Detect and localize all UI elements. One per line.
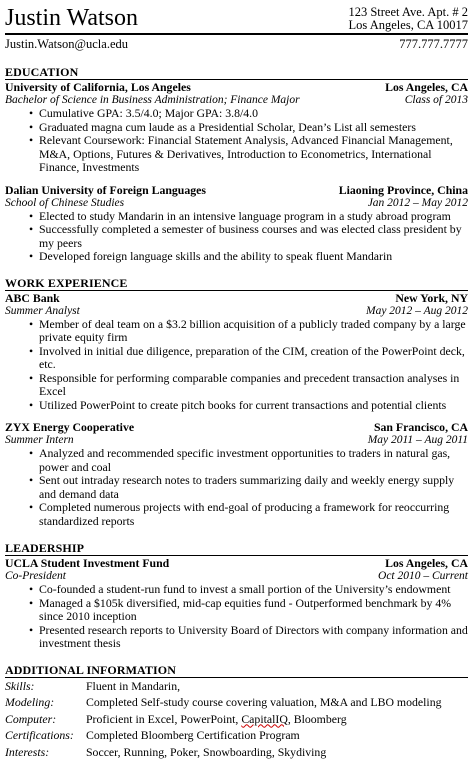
education-entry bbox=[5, 81, 468, 175]
leadership-dates: Oct 2010 – Current bbox=[378, 570, 468, 583]
school-location: Liaoning Province, China bbox=[339, 184, 468, 197]
organization-name: UCLA Student Investment Fund bbox=[5, 557, 169, 570]
leadership-role: Co-President bbox=[5, 570, 66, 583]
header-rule bbox=[5, 33, 468, 35]
section-title-leadership: LEADERSHIP bbox=[5, 542, 468, 556]
bullet-item: • Sent out intraday research notes to traders summarizing daily and weekly energy supply and demand data bbox=[29, 474, 468, 501]
bullet-item: • Co-founded a student-run fund to invest a small portion of the University’s endowment bbox=[29, 583, 468, 597]
info-value: Completed Self-study course covering valuation, M&A and LBO modeling bbox=[86, 694, 468, 711]
info-label: Skills: bbox=[5, 678, 86, 695]
bullet-item: • Relevant Coursework: Financial Statement Analysis, Advanced Financial Management, M&A, Options, Futures & Derivatives, Introduction to Econometrics, International Finance, Investments bbox=[29, 134, 468, 175]
employer-location: New York, NY bbox=[395, 292, 468, 305]
bullet-item: • Elected to study Mandarin in an intensive language program in a study abroad program bbox=[29, 210, 468, 224]
info-label: Modeling: bbox=[5, 694, 86, 711]
employer-name: ABC Bank bbox=[5, 292, 60, 305]
info-value: Completed Bloomberg Certification Program bbox=[86, 727, 468, 744]
education-section bbox=[5, 66, 468, 264]
spellcheck-flagged-word: CapitalIQ bbox=[241, 712, 288, 726]
bullet-item: • Involved in initial due diligence, preparation of the CIM, creation of the PowerPoint deck, etc. bbox=[29, 345, 468, 372]
bullet-list bbox=[5, 107, 468, 175]
contact-row bbox=[5, 37, 468, 52]
organization-location: Los Angeles, CA bbox=[385, 557, 468, 570]
mailing-address bbox=[348, 6, 468, 32]
job-entry bbox=[5, 292, 468, 413]
resume-header bbox=[5, 0, 468, 33]
bullet-item: • Managed a $105k diversified, mid-cap equities fund - Outperformed benchmark by 4% since 2010 inception bbox=[29, 597, 468, 624]
bullet-item: • Responsible for performing comparable companies and precedent transaction analyses in Excel bbox=[29, 372, 468, 399]
bullet-list bbox=[5, 447, 468, 528]
degree: Bachelor of Science in Business Administration; Finance Major bbox=[5, 94, 300, 107]
bullet-list bbox=[5, 210, 468, 264]
study-dates: Jan 2012 – May 2012 bbox=[368, 197, 468, 210]
phone-number: 777.777.7777 bbox=[399, 37, 468, 52]
info-label: Computer: bbox=[5, 711, 86, 728]
school-location: Los Angeles, CA bbox=[385, 81, 468, 94]
bullet-item: • Cumulative GPA: 3.5/4.0; Major GPA: 3.8/4.0 bbox=[29, 107, 468, 121]
info-value: Soccer, Running, Poker, Snowboarding, Skydiving bbox=[86, 744, 468, 760]
bullet-item: • Completed numerous projects with end-goal of producing a framework for reoccurring standardized reports bbox=[29, 501, 468, 528]
additional-info-section bbox=[5, 664, 468, 760]
section-title-education: EDUCATION bbox=[5, 66, 468, 80]
section-title-work: WORK EXPERIENCE bbox=[5, 277, 468, 291]
bullet-list bbox=[5, 318, 468, 413]
school-name: University of California, Los Angeles bbox=[5, 81, 191, 94]
school-name: Dalian University of Foreign Languages bbox=[5, 184, 206, 197]
leadership-entry bbox=[5, 557, 468, 651]
bullet-item: • Utilized PowerPoint to create pitch books for current transactions and potential clients bbox=[29, 399, 468, 413]
info-value: Fluent in Mandarin, bbox=[86, 678, 468, 695]
leadership-section bbox=[5, 542, 468, 651]
section-title-additional: ADDITIONAL INFORMATION bbox=[5, 664, 468, 678]
graduation-date: Class of 2013 bbox=[405, 94, 468, 107]
bullet-item: • Analyzed and recommended specific investment opportunities to traders in natural gas, power and coal bbox=[29, 447, 468, 474]
info-row-modeling bbox=[5, 694, 468, 711]
education-entry bbox=[5, 184, 468, 264]
bullet-item: • Member of deal team on a $3.2 billion acquisition of a publicly traded company by a large private equity firm bbox=[29, 318, 468, 345]
info-row-computer bbox=[5, 711, 468, 728]
employer-name: ZYX Energy Cooperative bbox=[5, 421, 134, 434]
info-label: Interests: bbox=[5, 744, 86, 760]
info-value bbox=[86, 711, 468, 728]
program-name: School of Chinese Studies bbox=[5, 197, 124, 210]
info-value-part: , Bloomberg bbox=[288, 712, 347, 726]
employer-location: San Francisco, CA bbox=[374, 421, 468, 434]
info-label: Certifications: bbox=[5, 727, 86, 744]
job-title: Summer Intern bbox=[5, 434, 74, 447]
bullet-item: • Successfully completed a semester of business courses and was elected class president by my peers bbox=[29, 223, 468, 250]
bullet-item: • Presented research reports to University Board of Directors with company information and investment thesis bbox=[29, 624, 468, 651]
address-line-2: Los Angeles, CA 10017 bbox=[348, 19, 468, 32]
bullet-item: • Developed foreign language skills and the ability to speak fluent Mandarin bbox=[29, 250, 468, 264]
job-entry bbox=[5, 421, 468, 528]
info-row-interests bbox=[5, 744, 468, 760]
email-address[interactable]: Justin.Watson@ucla.edu bbox=[5, 37, 128, 52]
bullet-list bbox=[5, 583, 468, 651]
candidate-name: Justin Watson bbox=[5, 4, 138, 32]
info-row-certifications bbox=[5, 727, 468, 744]
bullet-item: • Graduated magna cum laude as a Presidential Scholar, Dean’s List all semesters bbox=[29, 121, 468, 135]
job-dates: May 2011 – Aug 2011 bbox=[368, 434, 468, 447]
job-title: Summer Analyst bbox=[5, 305, 80, 318]
job-dates: May 2012 – Aug 2012 bbox=[366, 305, 468, 318]
work-section bbox=[5, 277, 468, 529]
info-row-skills bbox=[5, 678, 468, 695]
address-line-1: 123 Street Ave. Apt. # 2 bbox=[348, 6, 468, 19]
info-value-part: Proficient in Excel, PowerPoint, bbox=[86, 712, 241, 726]
